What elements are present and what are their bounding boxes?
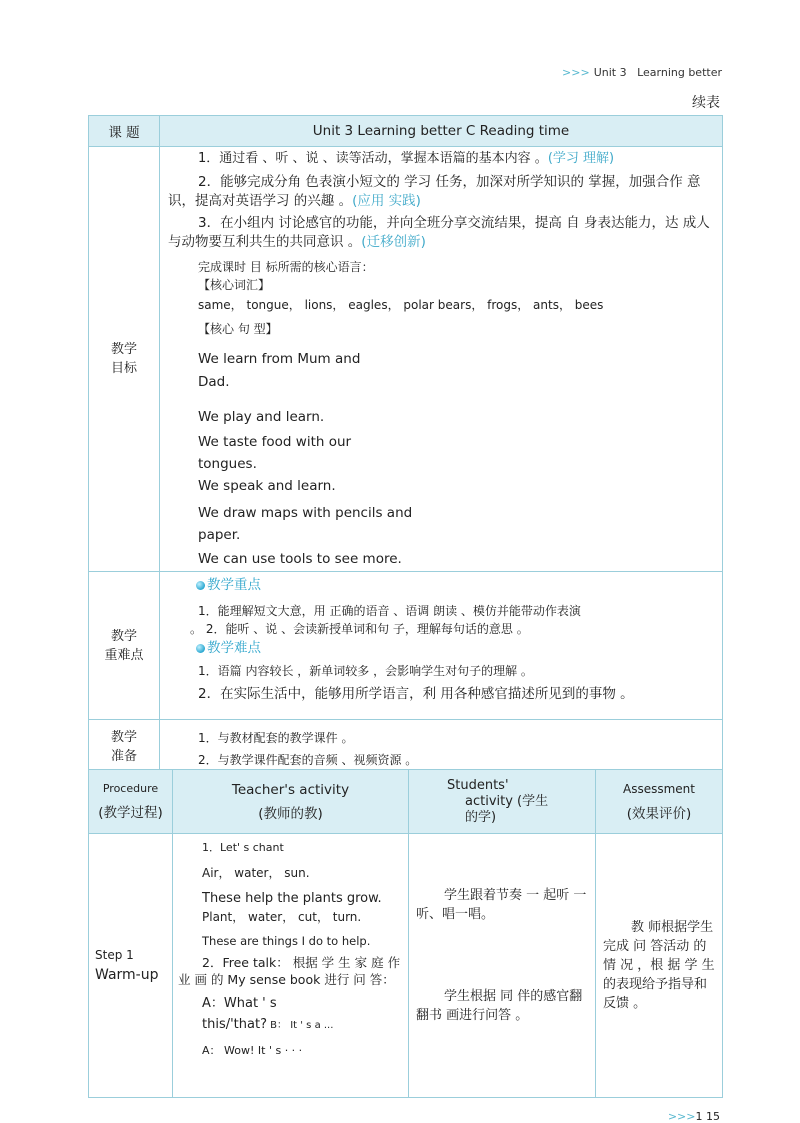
difficulty-2: 2．在实际生活中，能够用所学语言，利 用各种感官描述所见到的事物 。 [198, 686, 634, 702]
students-header-en1: Students' [447, 777, 509, 793]
vocab-list: same， tongue， lions， eagles， polar bears， frogs， ants， bees [198, 298, 604, 312]
preparation-content [160, 720, 723, 775]
topic-row [89, 116, 723, 147]
procedure-table [88, 769, 723, 1098]
focus-2: 。 2．能听 、说 、会读新授单词和句 子，理解每句话的意思 。 [190, 622, 529, 636]
footer-arrows: >>> [667, 1110, 696, 1123]
teacher-header-cn: (教师的教) [258, 805, 323, 822]
goal-2 [168, 173, 716, 211]
assessment-cell [596, 834, 723, 1098]
procedure-header-cn: (教学过程) [98, 805, 163, 821]
teacher-header [173, 770, 409, 834]
goal-3-tag: (迁移创新) [361, 234, 426, 250]
goal-1 [168, 150, 716, 168]
continued-label: 续表 [692, 95, 720, 111]
preparation-row [89, 720, 723, 775]
dialog-b-part1: this/'that? [202, 1017, 267, 1032]
goal-2-text: 2．能够完成分角 色表演小短文的 学习 任务，加深对所学知识的 掌握，加强合作 意识，提高对英语学习 的兴趣 。 [168, 174, 701, 209]
procedure-header-en: Procedure [102, 782, 159, 795]
preparation-item-2: 2．与教学课件配套的音频 、视频资源 。 [198, 753, 418, 767]
sentence-6: We can use tools to see more. [198, 551, 402, 567]
objectives-row [89, 147, 723, 572]
warmup-row [89, 834, 723, 1098]
sentence-5b: paper. [198, 527, 241, 543]
step-label: Step 1 [95, 948, 134, 962]
dialog-c: A： Wow! It ' s · · · [202, 1044, 303, 1057]
preparation-label [89, 720, 160, 775]
chant-line-3: Plant， water， cut， turn. [202, 910, 362, 924]
goal-1-tag: (学习 理解) [547, 151, 615, 166]
assessment-text: 教 师根据学生 完成 问 答活动 的 情 况 ，根 据 学 生的表现给予指导和反馈 。 [603, 920, 715, 1011]
assessment-header [596, 770, 723, 834]
vocab-heading: 【核心词汇】 [198, 278, 271, 292]
focus-heading-row [196, 576, 716, 595]
sentence-5: We draw maps with pencils and [198, 505, 413, 521]
topic-label: 课 题 [89, 116, 160, 147]
bullet-dot-icon [196, 644, 205, 653]
dialog-b-part2: B： It ' s a ... [266, 1020, 334, 1031]
teacher-header-en: Teacher's activity [231, 781, 350, 798]
focus-1: 1．能理解短文大意，用 正确的语音 、语调 朗读 、模仿并能带动作表演 [198, 604, 581, 618]
topic-value: Unit 3 Learning better C Reading time [160, 116, 723, 147]
key-points-label-line2: 重难点 [104, 647, 144, 663]
goal-1-text: 1．通过看 、听 、说 、读等活动，掌握本语篇的基本内容 。 [198, 151, 548, 166]
procedure-header [89, 770, 173, 834]
header-arrows: >>> [562, 66, 590, 79]
dialog-a: A：What ' s [202, 996, 277, 1011]
objectives-content [160, 147, 723, 572]
free-talk: 2．Free talk： 根据 学 生 家 庭 作业 画 的 My sense book 进行 问 答： [178, 955, 401, 987]
preparation-label-line2: 准备 [110, 749, 137, 764]
sentence-3b: tongues. [198, 456, 257, 472]
page-number: 1 15 [695, 1110, 720, 1123]
header-unit: Unit 3 [593, 66, 627, 79]
running-header [562, 66, 722, 79]
objectives-label-line1: 教学 [110, 342, 137, 357]
difficulty-heading-row [196, 639, 716, 658]
goal-2-tag: (应用 实践) [352, 193, 421, 209]
key-points-label-line1: 教学 [110, 628, 137, 644]
focus-heading: 教学重点 [207, 577, 261, 593]
goal-3-text: 3．在小组内 讨论感官的功能，并向全班分享交流结果，提高 自 身表达能力，达 成人与动物要互利共生的共同意识 。 [168, 215, 710, 250]
sentence-3: We taste food with our [198, 434, 352, 450]
chant-line-1: Air， water， sun. [202, 866, 310, 880]
step-name: Warm-up [95, 967, 159, 983]
preparation-label-line1: 教学 [110, 730, 137, 745]
objectives-label-line2: 目标 [110, 361, 137, 376]
students-header-en2: activity (学生 [465, 793, 549, 809]
step-cell [89, 834, 173, 1098]
assessment-header-cn: (效果评价) [626, 805, 692, 822]
key-points-label [89, 572, 160, 720]
procedure-header-row [89, 770, 723, 834]
difficulty-1: 1．语篇 内容较长 ，新单词较多 ，会影响学生对句子的理解 。 [198, 664, 533, 678]
teacher-activity-cell [173, 834, 409, 1098]
goal-3 [168, 214, 716, 252]
chant-line-2: These help the plants grow. [202, 891, 382, 906]
students-activity-cell [409, 834, 596, 1098]
lesson-plan-table [88, 115, 723, 775]
key-points-row [89, 572, 723, 720]
sentence-1b: Dad. [198, 374, 230, 390]
sentence-2: We play and learn. [198, 409, 325, 425]
chant-line-4: These are things I do to help. [202, 934, 371, 948]
core-language [168, 258, 716, 571]
preparation-item-1: 1．与教材配套的教学课件 。 [198, 731, 354, 745]
chant-title: 1．Let' s chant [202, 841, 284, 854]
sentence-heading: 【核心 句 型】 [198, 322, 278, 336]
sentence-1: We learn from Mum and [198, 351, 361, 367]
dialog-b [178, 1016, 404, 1032]
key-points-content [160, 572, 723, 720]
students-header [409, 770, 596, 834]
students-activity-2: 学生根据 同 伴的感官翻翻书 画进行问答 。 [416, 989, 583, 1023]
students-header-cn: 的学) [465, 809, 497, 825]
header-title: Learning better [637, 66, 722, 79]
difficulty-heading: 教学难点 [207, 640, 261, 656]
assessment-header-en: Assessment [623, 781, 695, 796]
page-footer [668, 1110, 720, 1123]
objectives-label [89, 147, 160, 572]
bullet-dot-icon [196, 581, 205, 590]
students-activity-1: 学生跟着节奏 一 起听 一听、唱一唱。 [416, 888, 587, 922]
sentence-4: We speak and learn. [198, 478, 336, 494]
core-intro: 完成课时 目 标所需的核心语言： [198, 260, 374, 274]
